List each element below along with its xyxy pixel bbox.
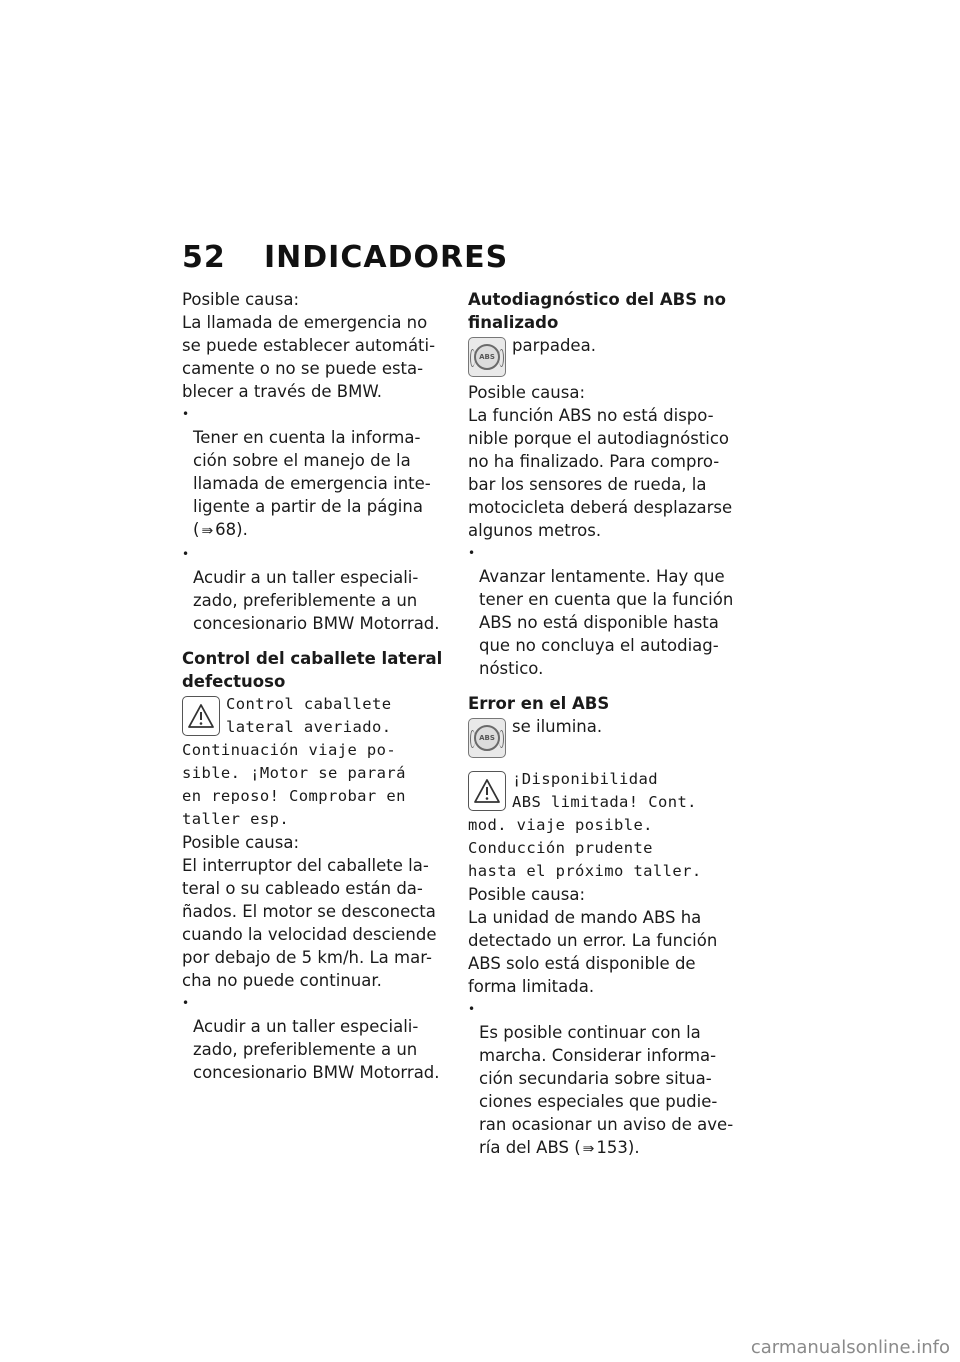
list-item (468, 542, 740, 680)
arrow-right-icon: ⇛ (582, 1141, 595, 1157)
cause-text: La llamada de emergencia no se puede establecer automáti- camente o no se puede esta- blecer a través de BMW. (182, 313, 436, 401)
right-column (468, 288, 740, 1161)
arrow-right-icon: ⇛ (201, 523, 214, 539)
bullet-icon: • (182, 407, 190, 421)
display-message: ¡Disponibilidad ABS limitada! Cont. (512, 770, 697, 811)
warning-triangle-icon (468, 771, 506, 811)
cause-label: Posible causa: (182, 290, 299, 309)
list-item (182, 992, 454, 1084)
left-column (182, 288, 454, 1084)
page-reference[interactable]: 68). (215, 520, 248, 539)
list-item (182, 403, 454, 543)
indicator-state: parpadea. (512, 336, 596, 355)
display-message-continued: Continuación viaje po- sible. ¡Motor se parará en reposo! Comprobar en taller esp. (182, 741, 406, 828)
list-item-text: Tener en cuenta la informa- ción sobre el manejo de la llamada de emergencia inte- ligente a partir de la página ( (193, 428, 431, 539)
watermark[interactable]: carmanualsonline.info (750, 1337, 950, 1358)
list-item-text: Es posible continuar con la marcha. Considerar informa- ción secundaria sobre situa- ciones especiales que pudie- ran ocasionar un aviso de ave- ría del ABS ( (479, 1023, 734, 1157)
cause-text: La función ABS no está dispo- nible porque el autodiagnóstico no ha finalizado. Para compro- bar los sensores de rueda, la motocicleta deberá desplazarse algunos metros. (468, 406, 733, 540)
list-item-text: Acudir a un taller especiali- zado, preferiblemente a un concesionario BMW Motorrad. (193, 568, 440, 633)
warning-message-row (468, 768, 740, 814)
bullet-icon: • (182, 996, 190, 1010)
section-heading: Control del caballete lateral defectuoso (182, 649, 443, 691)
cause-label: Posible causa: (468, 885, 585, 904)
section-heading: Error en el ABS (468, 694, 610, 713)
indicator-row (468, 334, 740, 377)
warning-triangle-icon (182, 696, 220, 736)
section-title: INDICADORES (264, 240, 509, 275)
list-item (468, 998, 740, 1161)
abs-lamp-icon: ABS (468, 337, 506, 377)
cause-label: Posible causa: (182, 833, 299, 852)
display-message: Control caballete lateral averiado. (226, 695, 392, 736)
list-item-text: Acudir a un taller especiali- zado, preferiblemente a un concesionario BMW Motorrad. (193, 1017, 440, 1082)
section-heading: Autodiagnóstico del ABS no finalizado (468, 290, 726, 332)
abs-lamp-icon: ABS (468, 718, 506, 758)
bullet-icon: • (468, 1002, 476, 1016)
list-item (182, 543, 454, 635)
cause-text: La unidad de mando ABS ha detectado un error. La función ABS solo está disponible de forma limitada. (468, 908, 718, 996)
bullet-icon: • (468, 546, 476, 560)
warning-message-row (182, 693, 454, 739)
display-message-continued: mod. viaje posible. Conducción prudente hasta el próximo taller. (468, 816, 702, 880)
indicator-state: se ilumina. (512, 717, 603, 736)
page-reference[interactable]: 153). (596, 1138, 640, 1157)
cause-label: Posible causa: (468, 383, 585, 402)
list-item-text: Avanzar lentamente. Hay que tener en cuenta que la función ABS no está disponible hasta que no concluya el autodiag- nóstico. (479, 567, 734, 678)
page-header (182, 240, 508, 280)
indicator-row (468, 715, 740, 758)
bullet-icon: • (182, 547, 190, 561)
cause-text: El interruptor del caballete la- teral o su cableado están da- ñados. El motor se desconecta cuando la velocidad desciende por debajo de 5 km/h. La mar- cha no puede continuar. (182, 856, 437, 990)
page-number: 52 (182, 240, 226, 275)
